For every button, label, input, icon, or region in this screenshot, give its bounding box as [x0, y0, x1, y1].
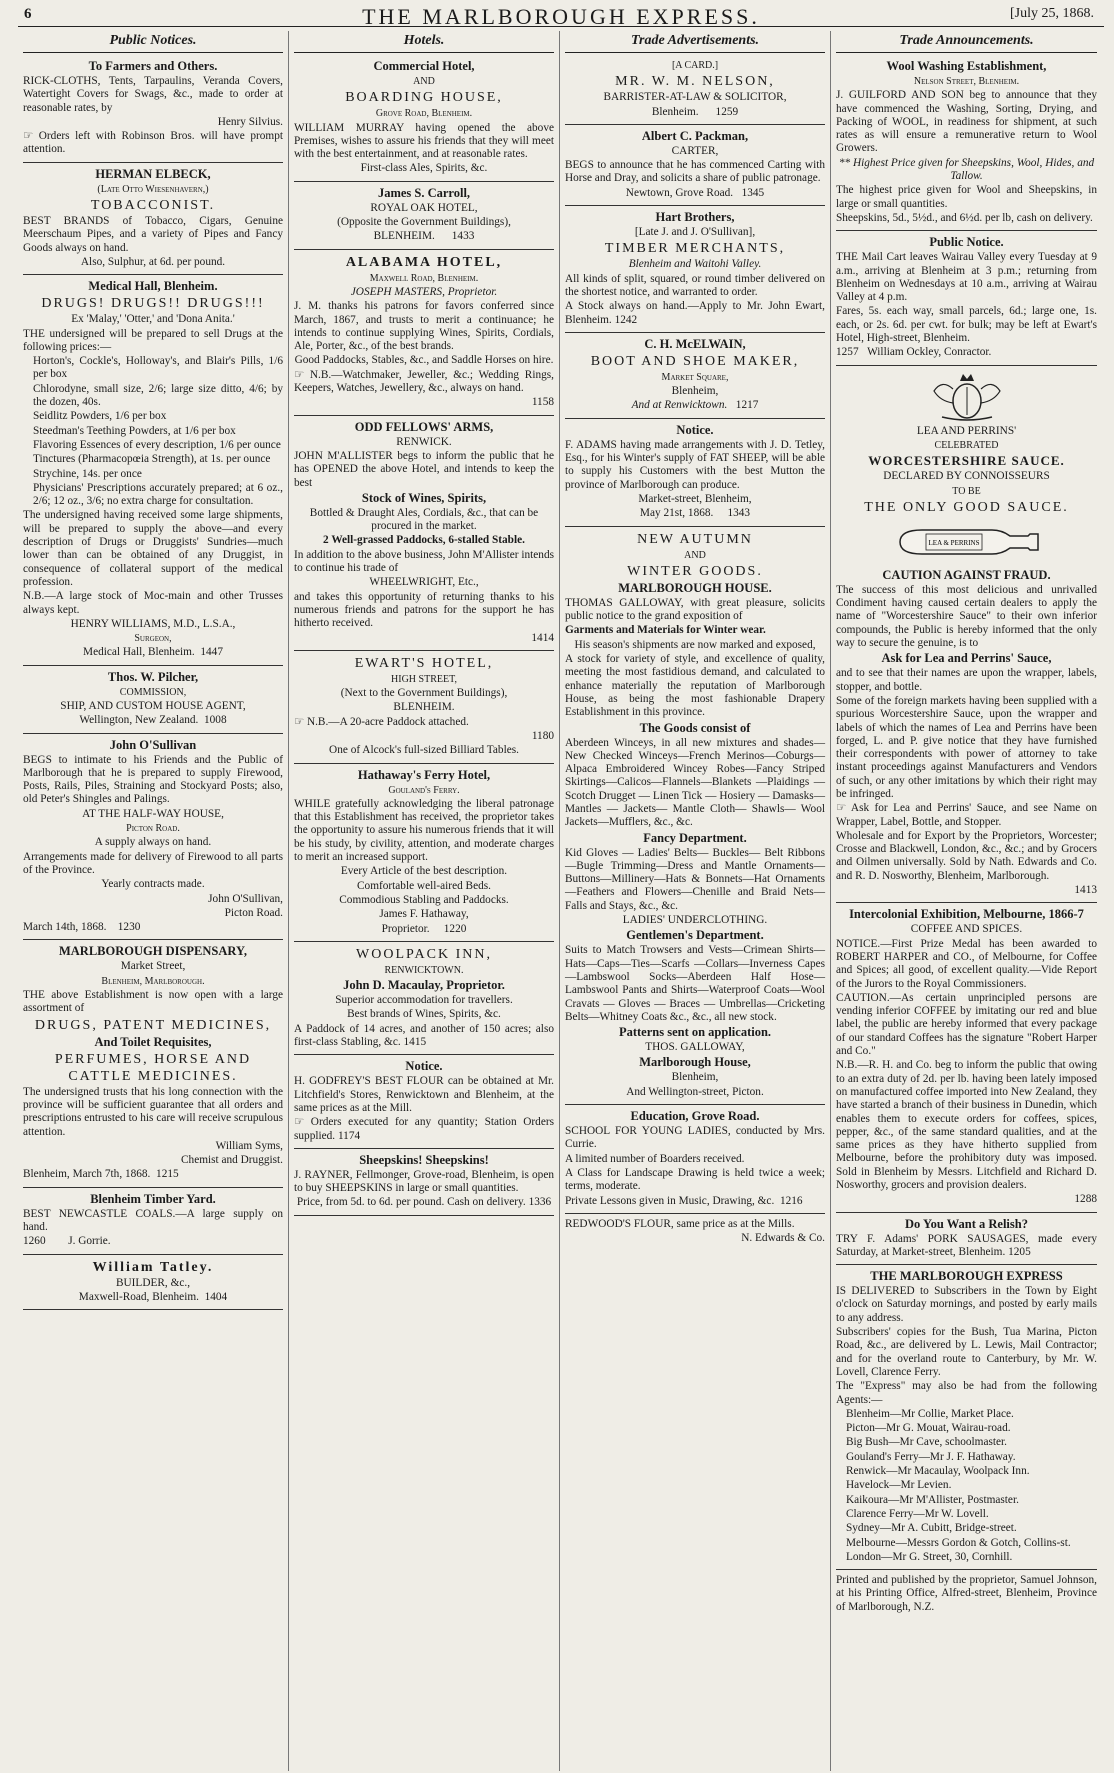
royal-crest-icon [922, 371, 1012, 423]
ad-elbeck [23, 163, 283, 275]
agent-item: Kaikoura—Mr M'Allister, Postmaster. [846, 1493, 1019, 1506]
ad-and: AND [413, 76, 435, 87]
ad-signature: HENRY WILLIAMS, M.D., L.S.A., [70, 617, 236, 630]
ad-name: MR. W. M. NELSON, [615, 74, 775, 90]
ad-trade: BOOT AND SHOE MAKER, [590, 353, 800, 369]
ad-fancy: Kid Gloves — Ladies' Belts— Buckles— Belt Ribbons—Bugle Trimming—Dress and Mantle Ornaments—Buttons—Millinery—Hats & Bonnets—Hat Ornaments —Feathers and Flowers—Chenille and Braid Nets—Falls and Stays, &c., &c. [565, 846, 825, 912]
ad-trade: BUILDER, &c., [115, 1276, 191, 1289]
ad-body: F. ADAMS having made arrangements with J. D. Tetley, Esq., for his Winter's supply of FAT SHEEP, will be able to supply his Customers with the best Mutton the province of Marlborough can produce. [565, 438, 825, 491]
ad-date: March 14th, 1868. [23, 921, 107, 934]
ad-town: Blenheim, [671, 385, 719, 398]
ad-signature: THOS. GALLOWAY, [645, 1041, 745, 1054]
ad-place: Blenheim and Waitohi Valley. [628, 258, 762, 271]
ad-nb: N.B.—A large stock of Moc-main and other Trusses always kept. [23, 590, 283, 616]
agent-item: Havelock—Mr Levien. [846, 1479, 952, 1492]
ad-and: And at Renwicktown. [631, 399, 728, 412]
price-item: Strychine, 14s. per once [33, 467, 142, 480]
ad-body: BEST NEWCASTLE COALS.—A large supply on hand. [23, 1207, 283, 1233]
ad-number: 1447 [200, 646, 223, 659]
ad-line: And Toilet Requisites, [94, 1034, 212, 1049]
ad-title: Notice. [405, 1059, 443, 1074]
ad-place: BLENHEIM. [393, 701, 455, 714]
ad-place: Blenheim. [651, 105, 699, 118]
ad-number: 1180 [531, 729, 554, 742]
ad-number: 1217 [735, 399, 759, 412]
ad-hart-brothers [565, 206, 825, 333]
agent-item: Melbourne—Messrs Gordon & Gotch, Collins-st. [846, 1536, 1071, 1549]
ad-line: Best brands of Wines, Spirits, &c. [347, 1008, 501, 1021]
ad-tatley [23, 1255, 283, 1311]
ad-pilcher [23, 666, 283, 734]
ad-packman [565, 125, 825, 206]
ad-place: Maxwell-Road, Blenheim. [78, 1290, 199, 1303]
ad-number: 1288 [1074, 1193, 1097, 1206]
ad-title: To Farmers and Others. [88, 59, 218, 73]
ad-signature: William Ockley, Conractor. [867, 346, 992, 359]
ad-ask: Ask for Lea and Perrins' Sauce, [881, 651, 1052, 666]
section-header: Hotels. [294, 31, 554, 53]
ad-number: 1343 [727, 507, 751, 520]
ad-stock: Stock of Wines, Spirits, [361, 490, 487, 505]
ad-body: H. GODFREY'S BEST FLOUR can be obtained at Mr. Litchfield's Stores, Renwicktown and Blenheim, at the same prices as at the Mill. [294, 1075, 554, 1114]
ad-street: Market Street, [120, 960, 186, 973]
ad-wool-washing [836, 55, 1097, 231]
ad-house: Marlborough House, [639, 1055, 751, 1070]
ad-number: 1174 [337, 1129, 361, 1142]
ad-line: DRUGS, PATENT MEDICINES, [34, 1017, 272, 1033]
ad-number: 1215 [156, 1168, 179, 1181]
ad-date: May 21st, 1868. [639, 507, 714, 520]
ad-goods-header: The Goods consist of [639, 720, 751, 735]
ad-title: THE MARLBOROUGH EXPRESS [870, 1269, 1063, 1284]
ad-express-delivery [836, 1265, 1097, 1570]
ad-number: 1205 [1008, 1245, 1031, 1258]
ad-name: MARLBOROUGH DISPENSARY, [58, 944, 247, 959]
ad-town: Blenheim, [671, 1071, 719, 1084]
price-item: Flavoring Essences of every description, 1/6 per ounce [33, 438, 281, 451]
ad-body: RICK-CLOTHS, Tents, Tarpaulins, Veranda Covers, Watertight Covers for Swags, &c., made to order at reasonable rates, by [23, 75, 283, 114]
ad-title: Wool Washing Establishment, [886, 59, 1047, 73]
ad-subtitle: BOARDING HOUSE, [345, 90, 503, 106]
ad-nb: N.B.—R. H. and Co. beg to inform the public that owing to an extra duty of 2d. per lb. having been lately imposed on manufactured coffee imported into New Zealand, they have started a branch of their business in Dunedin, which enables them to execute orders for coffees, spices, pepper, &c., of the same standard qualities, and at the same prices as they have hitherto supplied from Melbourne, before the prohibitory duty was imposed. Sold in Blenheim by Messrs. Litchfield and Richard D. Nosworthy, grocers and provision dealers. [836, 1059, 1097, 1191]
ad-stock: A stock for variety of style, and excellence of quality, meeting the most fastidious demand, and calculated to enhance materially the reputation of Marlborough House, as being the most fashionable Drapery Establishment in this province. [565, 653, 825, 719]
ad-mail-cart [836, 231, 1097, 365]
ad-patterns: Patterns sent on application. [618, 1025, 772, 1040]
ad-signature: N. Edwards & Co. [741, 1232, 825, 1245]
ad-name: Commercial Hotel, [373, 59, 475, 73]
agent-item: Clarence Ferry—Mr W. Lovell. [846, 1507, 989, 1520]
ad-gents: Suits to Match Trowsers and Vests—Crimean Shirts—Hats—Caps—Ties—Scarfs —Collars—Inverness Capes—Lambswool Socks—Aberdeen Half Hose—Lambswool Pants and Shirts—Waterproof Coats—Wool Cravats — Gloves — Braces — Umbrellas—Cricketing Belts—Whitney Coats &c., &c., all new stock. [565, 944, 825, 1023]
issue-date: [July 25, 1868. [1010, 6, 1094, 21]
ad-wheelwright: WHEELWRIGHT, Etc., [369, 576, 479, 589]
ad-woolpack-inn [294, 942, 554, 1055]
ad-line: WINTER GOODS. [627, 563, 763, 579]
ad-ales: First-class Ales, Spirits, &c. [360, 162, 488, 175]
ad-agents-intro: The "Express" may also be had from the following Agents:— [836, 1380, 1097, 1406]
price-item: Tinctures (Pharmacopœia Strength), at 1s. per ounce [33, 453, 271, 466]
ad-price: Price, from 5d. to 6d. per pound. Cash on delivery. [296, 1196, 526, 1209]
ad-ask2: ☞ Ask for Lea and Perrins' Sauce, and see Name on Wrapper, Label, Bottle, and Stopper. [836, 802, 1097, 828]
column-public-notices [18, 31, 289, 1771]
ad-body: J. RAYNER, Fellmonger, Grove-road, Blenheim, is open to buy SHEEPSKINS in large or small quantities. [294, 1168, 554, 1195]
ad-number: 1260 [23, 1235, 46, 1248]
ad-sheepskins [294, 1149, 554, 1216]
ad-nb: ☞ N.B.—Watchmaker, Jeweller, &c.; Wedding Rings, Keepers, Watches, Jewellery, &c., always on hand. [294, 368, 554, 395]
ad-goods: Aberdeen Winceys, in all new mixtures and shades—New Checked Winceys—French Merinos—Coburgs—Alpaca Embroidered Wincey Robes—Fancy Striped Skirtings—Calicos—Flannels—Blankets —Plaidings — Scotch Drugget — Linen Tick — Hosiery — Damasks—Mantles — Jackets— Mantle Cloth— Shawls— Wool Jackets—Mufflers, &c., &c. [565, 736, 825, 829]
ad-hathaway-ferry [294, 764, 554, 942]
ad-body: IS DELIVERED to Subscribers in the Town by Eight o'clock on Saturday mornings, and posted by early mails to any address. [836, 1285, 1097, 1324]
ad-adams-notice [565, 419, 825, 527]
ad-some: Some of the foreign markets having been supplied with a spurious Worcestershire Sauce, upon the wrapper and labels of which the names of Lea and Perrins have been forged, L. and P. give notice that they have furnished their correspondents with power of attorney to take instant proceedings against Manufacturers and Vendors of such, or any other imitations by which their right may be infringed. [836, 694, 1097, 800]
column-trade-advertisements [560, 31, 831, 1771]
ad-body: JOHN M'ALLISTER begs to inform the public that he has OPENED the above Hotel, and intends to keep the best [294, 449, 554, 489]
ad-name: William Tatley. [92, 1259, 214, 1275]
section-header: Trade Advertisements. [565, 31, 825, 53]
ad-body: THE above Establishment is now open with a large assortment of [23, 989, 283, 1015]
newspaper-title: THE MARLBOROUGH EXPRESS. [362, 4, 760, 29]
ad-gents-header: Gentlemen's Department. [626, 928, 764, 943]
ad-next: (Next to the Government Buildings), [340, 687, 508, 700]
sauce-bottle-icon [892, 518, 1042, 566]
ad-number: 1008 [204, 714, 227, 727]
ad-mcelwain [565, 333, 825, 419]
ad-and: And Wellington-street, Picton. [626, 1085, 764, 1098]
price-item: Chlorodyne, small size, 2/6; large size ditto, 4/6; by the dozen, 40s. [33, 382, 283, 409]
ad-lp: LEA AND PERRINS' [916, 424, 1017, 437]
ad-line: Comfortable well-aired Beds. [357, 879, 491, 892]
ad-title: Sheepskins! Sheepskins! [359, 1152, 489, 1167]
ad-body: THE Mail Cart leaves Wairau Valley every Tuesday at 9 a.m., arriving at Blenheim at 3 p.m.; returning from Blenheim on Wednesdays at 10 a.m., arriving at Wairau Valley at 4 p.m. [836, 251, 1097, 304]
ad-supply: A supply always on hand. [94, 836, 212, 849]
ad-proprietor: John D. Macaulay, Proprietor. [343, 978, 505, 993]
ad-title: Education, Grove Road. [630, 1109, 760, 1124]
ad-orders: ☞ Orders executed for any quantity; Station Orders supplied. [294, 1116, 554, 1142]
ad-body: J. GUILFORD AND SON beg to announce that they have commenced the Washing, Sorting, Drying, and Packing of WOOL, in readiness for shipment, at such rates as will ensure a remunerative return to Wool Growers. [836, 89, 1097, 155]
ad-line: Commodious Stabling and Paddocks. [339, 893, 509, 906]
ad-body: BEGS to intimate to his Friends and the Public of Marlborough that he is prepared to supply Firewood, Posts, Rails, Piles, Straining and Stockyard Posts; also, old Peter's Shingles and Palings. [23, 753, 283, 806]
ad-body: THOMAS GALLOWAY, with great pleasure, solicits public notice to the grand exposition of [565, 596, 825, 623]
ad-number: 1404 [204, 1290, 228, 1303]
ad-extra: Also, Sulphur, at 6d. per pound. [80, 255, 226, 268]
imprint-text: Printed and published by the proprietor, Samuel Johnson, at his Printing Office, Alfred-street, Blenheim, Province of Marlborough, N.Z. [836, 1574, 1097, 1613]
ad-exhibition-coffee [836, 903, 1097, 1212]
ad-addition: In addition to the above business, John M'Allister intends to continue his trade of [294, 548, 554, 575]
ad-role: Chemist and Druggist. [181, 1154, 283, 1167]
ad-road: Maxwell Road, Blenheim. [369, 272, 479, 284]
ad-role: Surgeon, [134, 633, 172, 645]
ad-fancy-header: Fancy Department. [643, 830, 747, 845]
price-item: Seidlitz Powders, 1/6 per box [33, 410, 167, 423]
column-hotels [289, 31, 560, 1771]
ad-note: ☞ Orders left with Robinson Bros. will have prompt attention. [23, 130, 283, 156]
ad-para: The undersigned having received some large shipments, will be prepared to supply the above—and every description of Drugs or Druggists' Sundries—much lower than can be obtained of any Druggist, in consequence of collateral support of the medical profession. [23, 509, 283, 588]
ad-tobe: TO BE [952, 485, 981, 497]
ad-street: HIGH STREET, [391, 673, 457, 685]
ad-arrangements: Arrangements made for delivery of Firewood to all parts of the Province. [23, 850, 283, 876]
ad-caution: CAUTION.—As certain unprincipled persons are vending inferior COFFEE by imitating our red and blue label, the public are hereby informed that every package of our standard Coffees has the signature "Robert Harper and Co." [836, 991, 1097, 1058]
ad-line: Every Article of the best description. [340, 865, 508, 878]
ad-name: C. H. McELWAIN, [644, 336, 746, 351]
ad-trade: CARTER, [671, 144, 719, 157]
ad-declared: DECLARED BY CONNOISSEURS [883, 470, 1050, 483]
price-item: Steedman's Teething Powders, at 1/6 per box [33, 424, 236, 437]
ad-celebrated: CELEBRATED [934, 439, 999, 451]
ad-signature-place: Picton Road. [224, 906, 283, 919]
ad-role: BARRISTER-AT-LAW & SOLICITOR, [603, 91, 787, 104]
ad-trade: SHIP, AND CUSTOM HOUSE AGENT, [60, 699, 246, 712]
section-header: Trade Announcements. [836, 31, 1097, 53]
ad-number: 1257 [836, 346, 859, 359]
ad-name: James S. Carroll, [377, 185, 471, 200]
ad-body: The success of this most delicious and unrivalled Condiment having caused certain dealers to apply the name of "Worcestershire Sauce" to their own inferior compounds, the Public is hereby informed that the only way to secure the genuine, is to [836, 583, 1097, 650]
agent-item: Sydney—Mr A. Cubitt, Bridge-street. [846, 1522, 1017, 1535]
agent-item: Renwick—Mr Macaulay, Woolpack Inn. [846, 1465, 1030, 1478]
ad-name: HERMAN ELBECK, [95, 166, 211, 181]
ad-line: NEW AUTUMN [637, 531, 753, 547]
ad-road: Picton Road. [126, 823, 180, 835]
ad-number: 1345 [741, 186, 765, 199]
ad-house: MARLBOROUGH HOUSE. [618, 580, 772, 595]
bottle-label: LEA & PERRINS [928, 538, 979, 547]
ad-trade: TOBACCONIST. [90, 198, 216, 214]
ad-number: 1336 [528, 1196, 552, 1209]
ad-body: WILLIAM MURRAY having opened the above Premises, wishes to assure his friends that they will meet with the best entertainment, and at reasonable rates. [294, 121, 554, 161]
ad-osullivan [23, 734, 283, 941]
ad-ex: Ex 'Malay,' 'Otter,' and 'Dona Anita.' [71, 313, 235, 326]
ad-thanks: and takes this opportunity of returning thanks to his numerous friends and patrons for the support he has hitherto received. [294, 590, 554, 630]
ad-lea-perrins [836, 366, 1097, 904]
ad-drugs: DRUGS! DRUGS!! DRUGS!!! [41, 296, 265, 312]
ad-relish [836, 1213, 1097, 1266]
ad-royal-oak [294, 182, 554, 250]
ad-body: All kinds of split, squared, or round timber delivered on the shortest notice, and warranted to order. [565, 272, 825, 298]
ad-name: Thos. W. Pilcher, [107, 669, 199, 684]
ad-body: REDWOOD'S FLOUR, same price as at the Mills. [565, 1217, 795, 1230]
ad-body: J. M. thanks his patrons for favors conferred since March, 1867, and trusts to merit a continuance; he intends to continue supplying Wines, Spirits, Cordials, Ale, Porter, &c., of the best brands. [294, 300, 554, 353]
ad-line: Superior accommodation for travellers. [335, 994, 513, 1007]
ad-place: Newtown, Grove Road. [625, 186, 734, 199]
ad-sub: COFFEE AND SPICES. [910, 923, 1023, 936]
ad-intro: THE undersigned will be prepared to sell Drugs at the following prices:— [23, 327, 283, 353]
ad-body: NOTICE.—First Prize Medal has been awarded to ROBERT HARPER and CO., of Melbourne, for Coffee and Spices; all good, of excellent quality.—Vide Report of the Jurors to the Royal Commissioners. [836, 937, 1097, 990]
ad-name: John O'Sullivan [109, 737, 197, 752]
ad-title: Medical Hall, Blenheim. [88, 279, 218, 294]
ad-role: Proprietor. [381, 922, 430, 935]
ad-body: TRY F. Adams' PORK SAUSAGES, made every Saturday, at Market-street, Blenheim. [836, 1232, 1097, 1258]
ad-number: 1158 [531, 396, 554, 409]
ad-line: PERFUMES, HORSE AND CATTLE MEDICINES. [54, 1051, 252, 1084]
ad-place: Gouland's Ferry. [388, 784, 460, 796]
ad-place: RENWICK. [396, 435, 452, 448]
ad-title: Do You Want a Relish? [905, 1216, 1028, 1231]
ad-and: AND [684, 549, 706, 561]
ad-body: SCHOOL FOR YOUNG LADIES, conducted by Mrs. Currie. [565, 1125, 825, 1151]
ad-odd-fellows-arms [294, 416, 554, 651]
ad-role: COMMISSION, [119, 686, 187, 698]
ad-paddocks: 2 Well-grassed Paddocks, 6-stalled Stable. [323, 534, 525, 547]
ad-opposite: (Opposite the Government Buildings), [337, 216, 511, 229]
ad-place: BLENHEIM. [373, 230, 435, 243]
ad-wholesale: Wholesale and for Export by the Proprietors, Worcester; Crosse and Blackwell, London, &c., &c.; and by Grocers and Oilmen universally. Sold by Nath. Edwards and Co. and R. D. Nosworthy, Blenheim, Marlborough. [836, 829, 1097, 882]
agent-item: Blenheim—Mr Collie, Market Place. [846, 1407, 1014, 1420]
ad-school [565, 1105, 825, 1214]
ad-line: A limited number of Boarders received. [565, 1152, 745, 1165]
ad-godfrey-flour [294, 1055, 554, 1148]
ad-signature: James F. Hathaway, [379, 908, 469, 921]
ad-name: Hathaway's Ferry Hotel, [357, 767, 491, 782]
ad-name: ALABAMA HOTEL, [345, 254, 503, 270]
ad-see: and to see that their names are upon the wrapper, labels, stopper, and bottle. [836, 667, 1097, 693]
ad-name: Albert C. Packman, [641, 128, 749, 143]
ad-number: 1220 [443, 922, 467, 935]
ad-hotel: ROYAL OAK HOTEL, [370, 201, 478, 214]
ad-subscribers: Subscribers' copies for the Bush, Tua Marina, Picton Road, &c., are delivered by L. Lewis, Mail Contractor; and for the overland route to Canterbury, by Mr. W. Lovell, Clarence Ferry. [836, 1326, 1097, 1378]
ad-signature: John O'Sullivan, [208, 892, 283, 905]
ad-signature: William Syms, [215, 1139, 283, 1152]
ad-underclothing: LADIES' UNDERCLOTHING. [622, 914, 768, 927]
ad-name: ODD FELLOWS' ARMS, [354, 419, 494, 434]
agent-item: Picton—Mr G. Mouat, Wairau-road. [846, 1422, 1011, 1435]
ad-signature: J. Gorrie. [68, 1235, 111, 1248]
ad-commercial-hotel [294, 55, 554, 182]
ad-dispensary [23, 940, 283, 1187]
ad-line: Private Lessons given in Music, Drawing, &c. [565, 1194, 775, 1207]
ad-place: Market Square, [661, 371, 729, 383]
ad-garments: Garments and Materials for Winter wear. [565, 624, 766, 637]
ad-timber-yard [23, 1188, 283, 1255]
ad-paddocks: Good Paddocks, Stables, &c., and Saddle Horses on hire. [294, 354, 554, 367]
ad-stock: A Stock always on hand.—Apply to Mr. John Ewart, Blenheim. [565, 300, 825, 326]
ad-shipments: His season's shipments are now marked and exposed, [574, 638, 816, 651]
ad-street: Nelson Street, Blenheim. [913, 76, 1020, 87]
ad-trade: TIMBER MERCHANTS, [604, 241, 786, 257]
ad-place: AT THE HALF-WAY HOUSE, [82, 807, 224, 820]
ad-line: A Class for Landscape Drawing is held twice a week; terms, moderate. [565, 1166, 825, 1193]
ad-name: EWART'S HOTEL, [354, 655, 494, 671]
ad-number: 1415 [403, 1036, 427, 1049]
ad-sauce-name: WORCESTERSHIRE SAUCE. [868, 453, 1065, 469]
ad-stock: The highest price given for Wool and Sheepskins, in large or small quantities. [836, 184, 1097, 210]
ad-proprietor: JOSEPH MASTERS, Proprietor. [350, 285, 498, 298]
ad-price: Sheepskins, 5d., 5½d., and 6½d. per lb, cash on delivery. [836, 211, 1093, 224]
ad-place: Medical Hall, Blenheim. [83, 646, 195, 659]
ad-nelson [565, 55, 825, 125]
ad-ewarts-hotel [294, 651, 554, 764]
ad-medical-hall [23, 275, 283, 665]
ad-body: BEGS to announce that he has commenced Carting with Horse and Dray, and solicits a share of public patronage. [565, 159, 825, 185]
agent-item: London—Mr G. Street, 30, Cornhill. [846, 1550, 1013, 1563]
ad-name: Hart Brothers, [655, 210, 735, 225]
ad-number: 1242 [614, 313, 638, 326]
ad-nb: ☞ N.B.—A 20-acre Paddock attached. [294, 715, 469, 728]
ad-title: Intercolonial Exhibition, Melbourne, 1866-7 [849, 907, 1084, 922]
ad-date: Blenheim, March 7th, 1868. [23, 1168, 151, 1181]
ad-title: Notice. [676, 422, 714, 437]
ad-sub: [Late J. and J. O'Sullivan], [634, 226, 756, 239]
ad-place: Blenheim, Marlborough. [101, 975, 205, 987]
ad-title: Public Notice. [929, 235, 1004, 250]
columns [18, 31, 1104, 1771]
ad-only: THE ONLY GOOD SAUCE. [864, 499, 1069, 515]
ad-body: A Paddock of 14 acres, and another of 150 acres; also first-class Stabling, &c. [294, 1022, 554, 1049]
ad-name: WOOLPACK INN, [356, 946, 492, 962]
agent-item: Gouland's Ferry—Mr J. F. Hathaway. [846, 1450, 1016, 1463]
ad-title: Blenheim Timber Yard. [90, 1191, 216, 1206]
ad-sub: (Late Otto Wiesenhavern,) [97, 183, 209, 195]
price-item: Horton's, Cockle's, Holloway's, and Blair's Pills, 1/6 per box [33, 355, 283, 381]
ad-yearly: Yearly contracts made. [101, 878, 205, 891]
ad-body: BEST BRANDS of Tobacco, Cigars, Genuine Meerschaum Pipes, and a variety of Pipes and Fancy Goods always on hand. [23, 215, 283, 254]
ad-number: 1230 [117, 921, 141, 934]
ad-ales: Bottled & Draught Ales, Cordials, &c., that can be procured in the market. [309, 506, 539, 533]
agent-item: Big Bush—Mr Cave, schoolmaster. [846, 1436, 1007, 1449]
ad-alabama-hotel [294, 250, 554, 416]
column-trade-announcements [831, 31, 1102, 1771]
price-item: Physicians' Prescriptions accurately prepared; at 6 oz., 2/6; 12 oz., 3/6; no extra charge for consultation. [33, 481, 283, 508]
ad-place: Wellington, New Zealand. [79, 714, 199, 727]
ad-number: 1259 [715, 105, 739, 118]
ad-note: ** Highest Price given for Sheepskins, Wool, Hides, and Tallow. [838, 156, 1095, 183]
ad-body: WHILE gratefully acknowledging the liberal patronage that this Establishment has received, the proprietor takes the opportunity to assure his numerous friends that it will be his study, by civility, attention, and moderate charges to merit an increased support. [294, 797, 554, 864]
ad-street: Market-street, Blenheim, [638, 492, 752, 505]
ad-caution: CAUTION AGAINST FRAUD. [882, 567, 1051, 582]
ad-farmers [23, 55, 283, 163]
ad-road: Grove Road, Blenheim. [375, 108, 473, 120]
ad-para: The undersigned trusts that his long connection with the province will be sufficient guarantee that all orders and prescriptions entrusted to his care will receive scrupulous attention. [23, 1085, 283, 1138]
ad-number: 1413 [1074, 884, 1097, 897]
ad-billiard: One of Alcock's full-sized Billiard Tables. [329, 744, 519, 757]
masthead [18, 4, 1104, 27]
ad-signature: Henry Silvius. [217, 115, 283, 128]
ad-redwood-flour [565, 1214, 825, 1251]
ad-place: RENWICKTOWN. [384, 964, 464, 976]
ad-number: 1433 [451, 230, 475, 243]
section-header: Public Notices. [23, 31, 283, 53]
page-number: 6 [24, 6, 32, 22]
ad-number: 1414 [531, 631, 554, 644]
ad-fares: Fares, 5s. each way, small parcels, 6d.; large one, 1s. each, or 2s. 6d. per cwt. for bulk; may be left at Ewart's Hotel, High-street, Blenheim. [836, 305, 1097, 345]
ad-galloway-goods [565, 527, 825, 1106]
imprint [836, 1570, 1097, 1619]
ad-card: [A CARD.] [671, 60, 719, 71]
ad-number: 1216 [779, 1194, 803, 1207]
